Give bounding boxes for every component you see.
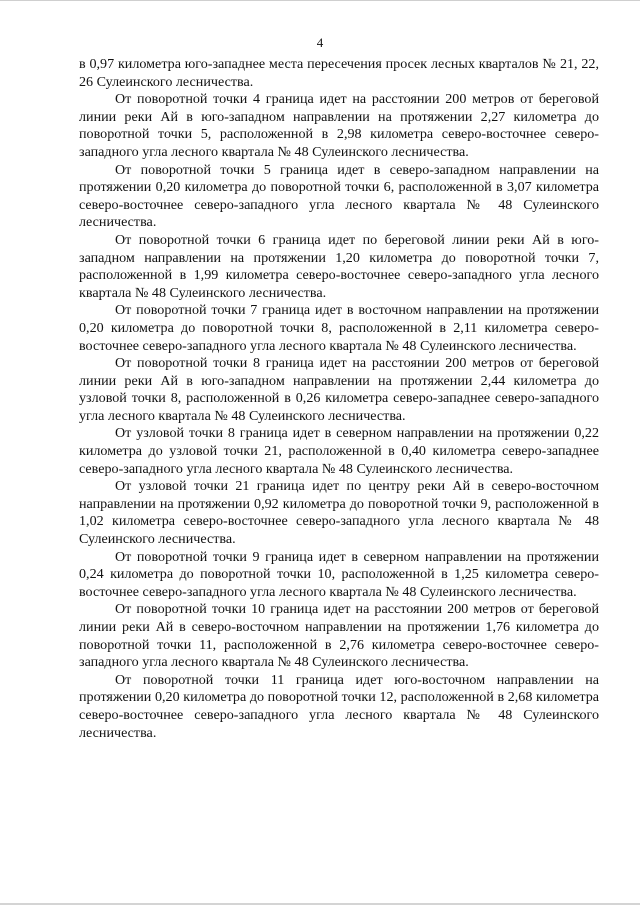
- paragraph-point-10: От поворотной точки 10 граница идет на расстоянии 200 метров от береговой линии реки Ай в северо-восточном направлении на протяжении 1,76 километра до поворотной точки 11, расположенной в 2,76 километра северо-восточнее северо-западного угла лесного квартала № 48 Сулеинского лесничества.: [79, 601, 599, 671]
- paragraph-point-8: От поворотной точки 8 граница идет на расстоянии 200 метров от береговой линии реки Ай в юго-западном направлении на протяжении 2,44 километра до узловой точки 8, расположенной в 0,26 километра северо-западнее северо-западного угла лесного квартала № 48 Сулеинского лесничества.: [79, 355, 599, 424]
- paragraph-point-11: От поворотной точки 11 граница идет юго-восточном направлении на протяжении 0,20 километра до поворотной точки 12, расположенной в 2,68 километра северо-восточнее северо-западного угла лесного квартала № 48 Сулеинского лесничества.: [79, 671, 599, 741]
- paragraph-continuation: в 0,97 километра юго-западнее места пересечения просек лесных кварталов № 21, 22, 26 Сулеинского лесничества.: [79, 56, 599, 90]
- paragraph-node-8: От узловой точки 8 граница идет в северном направлении на протяжении 0,22 километра до узловой точки 21, расположенной в 0,40 километра северо-западнее северо-западного угла лесного квартала № 48 Сулеинского лесничества.: [79, 425, 599, 477]
- paragraph-point-5: От поворотной точки 5 граница идет в северо-западном направлении на протяжении 0,20 километра до поворотной точки 6, расположенной в 3,07 километра северо-восточнее северо-западного угла лесного квартала № 48 Сулеинского лесничества.: [79, 161, 599, 231]
- scan-edge-top: [0, 0, 640, 1]
- page-number: 4: [316, 35, 324, 50]
- paragraph-point-7: От поворотной точки 7 граница идет в восточном направлении на протяжении 0,20 километра до поворотной точки 8, расположенной в 2,11 километра северо-восточнее северо-западного угла лесного квартала № 48 Сулеинского лесничества.: [79, 302, 599, 354]
- paragraph-node-21: От узловой точки 21 граница идет по центру реки Ай в северо-восточном направлении на протяжении 0,92 километра до поворотной точки 9, расположенной в 1,02 километра северо-восточнее северо-западного угла лесного квартала № 48 Сулеинского лесничества.: [79, 478, 599, 548]
- paragraph-point-4: От поворотной точки 4 граница идет на расстоянии 200 метров от береговой линии реки Ай в юго-западном направлении на протяжении 2,27 километра до поворотной точки 5, расположенной в 2,98 километра северо-восточнее северо-западного угла лесного квартала № 48 Сулеинского лесничества.: [79, 91, 599, 160]
- document-body: [79, 56, 599, 742]
- paragraph-point-6: От поворотной точки 6 граница идет по береговой линии реки Ай в юго-западном направлении на протяжении 1,20 километра до поворотной точки 7, расположенной в 1,99 километра северо-восточнее северо-западного угла лесного квартала № 48 Сулеинского лесничества.: [79, 231, 599, 301]
- paragraph-point-9: От поворотной точки 9 граница идет в северном направлении на протяжении 0,24 километра до поворотной точки 10, расположенной в 1,25 километра северо-восточнее северо-западного угла лесного квартала № 48 Сулеинского лесничества.: [79, 548, 599, 600]
